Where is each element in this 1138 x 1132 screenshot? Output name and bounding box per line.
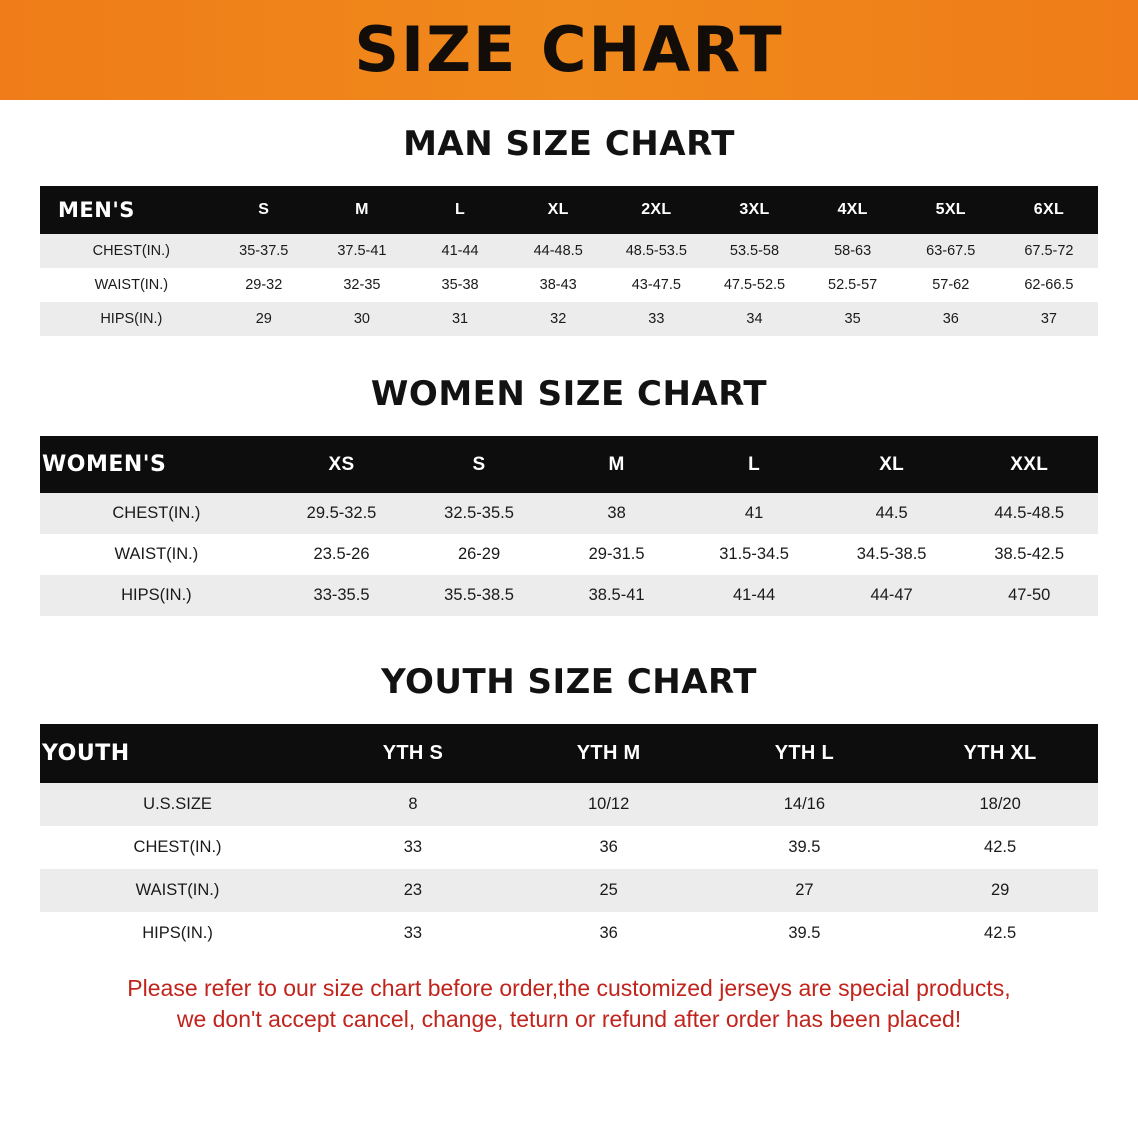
men-cell: 34 [746,311,763,327]
men-cell: 35-37.5 [239,243,289,259]
table-header-row [40,186,1098,234]
youth-cell: 14/16 [783,795,826,813]
youth-table-header [40,724,1098,783]
men-column-header: 3XL [739,201,770,218]
women-column-header: XS [328,453,355,475]
women-size-table [40,436,1098,616]
women-row-label: HIPS(IN.) [121,586,192,604]
men-cell: 29-32 [245,277,283,293]
women-column-header: XXL [1010,453,1049,475]
men-cell: 32 [550,311,567,327]
women-cell: 41 [744,504,764,522]
table-header-row [40,724,1098,783]
women-table-body [40,493,1098,616]
men-cell: 62-66.5 [1024,277,1074,293]
men-table-body [40,234,1098,336]
men-cell: 35 [844,311,861,327]
table-row [40,869,1098,912]
women-cell: 38.5-42.5 [994,545,1065,563]
women-cell: 35.5-38.5 [444,586,514,604]
women-row-label: WAIST(IN.) [114,545,199,563]
women-cell: 38.5-41 [588,586,645,604]
men-cell: 41-44 [441,243,479,259]
women-column-header: M [608,453,625,475]
men-cell: 36 [942,311,959,327]
youth-section-title: YOUTH SIZE CHART [381,662,757,702]
youth-cell: 10/12 [588,795,630,813]
men-column-header: S [258,201,270,218]
women-cell: 29-31.5 [588,545,645,563]
youth-cell: 33 [403,838,423,856]
men-column-header: 5XL [935,201,966,218]
women-row-label: CHEST(IN.) [112,504,201,522]
women-table-header [40,436,1098,493]
youth-cell: 36 [599,838,618,856]
youth-table-wrapper [0,724,1138,955]
youth-column-header: YTH S [382,742,444,764]
table-row [40,493,1098,534]
table-row [40,234,1098,268]
men-row-header-label: MEN'S [58,198,135,222]
youth-row-label: U.S.SIZE [143,795,212,813]
men-cell: 67.5-72 [1024,243,1074,259]
women-table-wrapper [0,436,1138,616]
disclaimer-line-1: Please refer to our size chart before order,the customized jerseys are special products, [127,975,1011,1001]
women-column-header: XL [879,453,905,475]
men-cell: 58-63 [834,243,872,259]
disclaimer-line-2: we don't accept cancel, change, teturn or refund after order has been placed! [176,1006,962,1033]
men-cell: 52.5-57 [828,277,878,293]
men-column-header: 2XL [641,201,672,218]
table-row [40,826,1098,869]
youth-cell: 36 [599,924,618,942]
women-section-title: WOMEN SIZE CHART [370,374,768,414]
youth-column-header: YTH L [774,742,835,764]
men-cell: 33 [648,311,665,327]
men-row-label: CHEST(IN.) [92,243,171,259]
men-cell: 30 [353,311,370,327]
women-row-header-label: WOMEN'S [42,452,167,477]
youth-size-table [40,724,1098,955]
men-cell: 31 [451,311,469,327]
youth-column-header: YTH XL [963,742,1037,764]
women-cell: 29.5-32.5 [306,504,377,522]
man-section-title: MAN SIZE CHART [403,124,735,164]
men-size-table [40,186,1098,336]
women-column-header: S [472,453,486,475]
youth-cell: 42.5 [984,838,1017,856]
men-cell: 63-67.5 [926,243,976,259]
men-table-header [40,186,1098,234]
men-cell: 29 [255,311,272,327]
women-cell: 32.5-35.5 [444,504,514,522]
youth-cell: 25 [599,881,618,899]
men-cell: 44-48.5 [533,243,583,259]
men-cell: 43-47.5 [631,277,681,293]
youth-cell: 29 [990,881,1010,899]
header-banner [0,0,1138,100]
women-cell: 38 [607,504,626,522]
men-cell: 47.5-52.5 [723,277,786,293]
men-column-header: L [455,201,466,218]
men-column-header: M [355,201,369,218]
youth-cell: 8 [408,795,418,813]
men-column-header: 4XL [837,201,868,218]
youth-cell: 33 [403,924,423,942]
youth-column-header: YTH M [576,742,641,764]
men-cell: 38-43 [539,277,577,293]
men-row-label: WAIST(IN.) [94,277,169,293]
women-cell: 23.5-26 [313,545,370,563]
women-cell: 44.5 [875,504,908,522]
women-cell: 26-29 [457,545,501,563]
men-cell: 57-62 [932,277,970,293]
men-cell: 48.5-53.5 [625,243,687,259]
table-row [40,912,1098,955]
youth-cell: 39.5 [788,924,821,942]
table-row [40,783,1098,826]
youth-cell: 39.5 [788,838,821,856]
man-table-wrapper [0,186,1138,336]
table-row [40,575,1098,616]
table-row [40,268,1098,302]
disclaimer-note [0,955,1138,1035]
women-cell: 47-50 [1008,586,1051,604]
women-cell: 33-35.5 [313,586,370,604]
youth-cell: 42.5 [984,924,1017,942]
women-cell: 34.5-38.5 [856,545,927,563]
men-row-label: HIPS(IN.) [100,311,163,327]
men-column-header: XL [547,201,569,218]
youth-row-label: HIPS(IN.) [142,924,213,942]
youth-cell: 18/20 [979,795,1021,813]
men-cell: 37.5-41 [337,243,387,259]
men-cell: 53.5-58 [729,243,780,259]
women-cell: 44.5-48.5 [994,504,1065,522]
table-row [40,534,1098,575]
men-cell: 32-35 [343,277,381,293]
youth-row-label: CHEST(IN.) [133,838,222,856]
table-row [40,302,1098,336]
table-header-row [40,436,1098,493]
men-column-header: 6XL [1033,201,1065,218]
page-title: SIZE CHART [354,13,784,86]
youth-row-header-label: YOUTH [42,741,130,766]
women-cell: 44-47 [870,586,913,604]
youth-cell: 27 [795,881,814,899]
women-cell: 41-44 [733,586,776,604]
youth-table-body [40,783,1098,955]
women-column-header: L [748,453,761,475]
youth-cell: 23 [403,881,423,899]
women-cell: 31.5-34.5 [719,545,789,563]
youth-row-label: WAIST(IN.) [135,881,220,899]
men-cell: 35-38 [441,277,479,293]
men-cell: 37 [1040,311,1057,327]
